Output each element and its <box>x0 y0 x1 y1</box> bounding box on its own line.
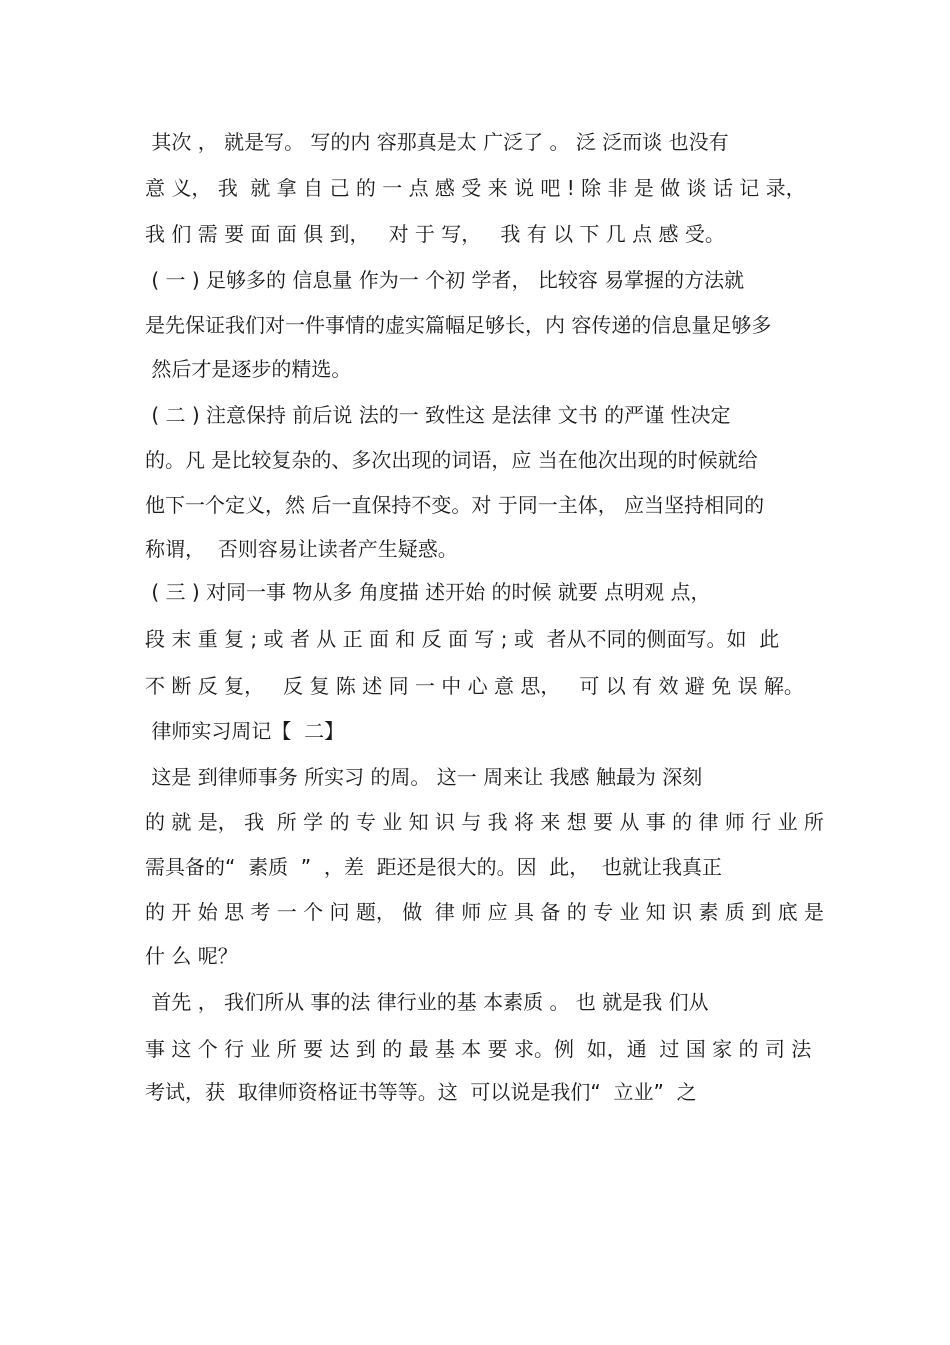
text-line: 称谓， 否则容易让读者产生疑惑。 <box>145 537 458 561</box>
text-line: 其次 ， 就是写。 写的内 容那真是太 广泛了 。 泛 泛而谈 也没有 <box>145 130 729 154</box>
text-line: 他下一个定义，然 后一直保持不变。对 于同一主体， 应当坚持相同的 <box>145 493 765 517</box>
text-line: 意 义， 我 就 拿 自 己 的 一 点 感 受 来 说 吧 ! 除 非 是 做 谈 话 记 录， <box>145 176 806 200</box>
text-line: ( 一 ) 足够多的 信息量 作为一 个初 学者， 比较容 易掌握的方法就 <box>145 268 745 292</box>
text-line: 段 末 重 复 ; 或 者 从 正 面 和 反 面 写 ; 或 者从不同的侧面写。如 此 <box>145 627 780 651</box>
text-line: 什 么 呢？ <box>145 944 238 968</box>
text-line: 这是 到律师事务 所实习 的周。 这一 周来让 我感 触最为 深刻 <box>145 765 703 789</box>
text-line: ( 三 ) 对同一事 物从多 角度描 述开始 的时候 就要 点明观 点， <box>145 580 711 604</box>
text-line: 的。凡 是比较复杂的、多次出现的词语，应 当在他次出现的时候就给 <box>145 448 758 472</box>
text-line: 然后才是逐步的精选。 <box>145 357 352 381</box>
text-line: 事 这 个 行 业 所 要 达 到 的 最 基 本 要 求。例 如，通 过 国 家 的 司 法 <box>145 1037 812 1061</box>
section-heading: 律师实习周记【 二】 <box>145 719 345 743</box>
text-line: 需具备的“ 素质 ” ，差 距还是很大的。因 此， 也就让我真正 <box>145 855 723 879</box>
text-line: 是先保证我们对一件事情的虚实篇幅足够长，内 容传递的信息量足够多 <box>145 313 772 337</box>
text-line: 的 开 始 思 考 一 个 问 题， 做 律 师 应 具 备 的 专 业 知 识 素 质 到 底 是 <box>145 900 824 924</box>
text-line: 考试，获 取律师资格证书等等。这 可以说是我们“ 立业” 之 <box>145 1080 697 1104</box>
text-line: 我 们 需 要 面 面 俱 到， 对 于 写， 我 有 以 下 几 点 感 受。 <box>145 222 725 246</box>
text-line: 的 就 是， 我 所 学 的 专 业 知 识 与 我 将 来 想 要 从 事 的 律 师 行 业 所 <box>145 810 824 834</box>
text-line: 不 断 反 复， 反 复 陈 述 同 一 中 心 意 思， 可 以 有 效 避 免 误 解。 <box>145 674 804 698</box>
text-line: ( 二 ) 注意保持 前后说 法的一 致性这 是法律 文书 的严谨 性决定 <box>145 403 731 427</box>
text-line: 首先 ， 我们所从 事的法 律行业的基 本素质 。 也 就是我 们从 <box>145 990 709 1014</box>
